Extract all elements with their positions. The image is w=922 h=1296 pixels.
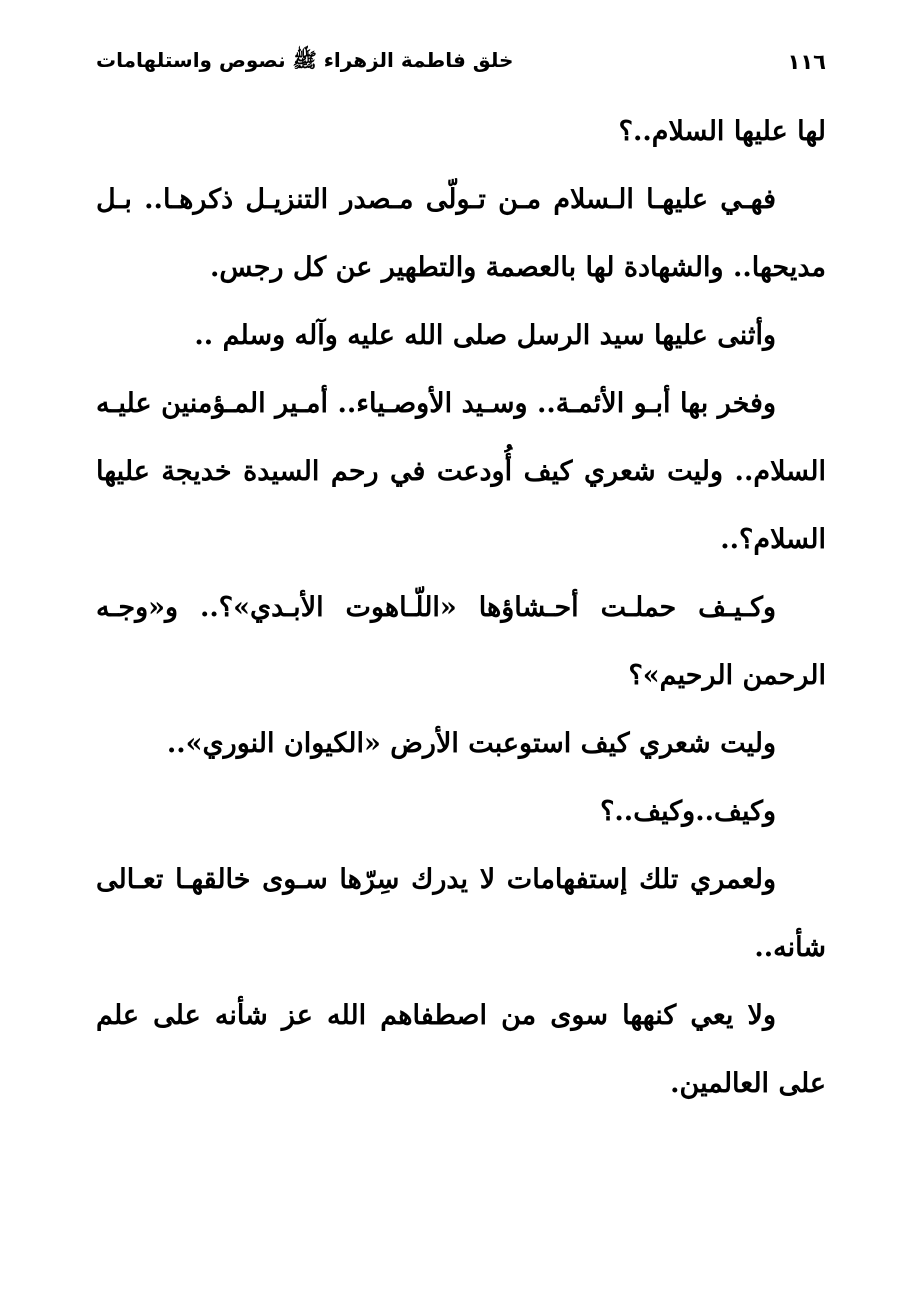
page-number: ١١٦ bbox=[787, 50, 826, 74]
paragraph-praise-quran: فهـي عليهـا الـسلام مـن تـولّى مـصدر التنزيـل ذكرهـا.. بـل مديحها.. والشهادة لها بالعصمة والتطهير عن كل رجس. bbox=[96, 184, 826, 283]
paragraph-earth-contained: وليت شعري كيف استوعبت الأرض «الكيوان النوري».. bbox=[166, 728, 776, 759]
running-header bbox=[96, 42, 826, 82]
paragraph-how-carried: وكـيـف حملـت أحـشاؤها «اللّـاهوت الأبـدي»؟.. و«وجـه الرحمن الرحيم»؟ bbox=[96, 592, 826, 691]
paragraph-how-how: وكيف..وكيف..؟ bbox=[600, 796, 776, 827]
paragraph-imam-pride: وفخر بها أبـو الأئمـة.. وسـيد الأوصـياء.. أمـير المـؤمنين عليـه السلام.. وليت شعري كيف أُودعت في رحم السيدة خديجة عليها السلام؟.. bbox=[96, 388, 826, 555]
paragraph-continuation: لها عليها السلام..؟ bbox=[618, 116, 826, 147]
paragraph-essence: ولا يعي كنهها سوى من اصطفاهم الله عز شأنه على علم على العالمين. bbox=[96, 1000, 826, 1099]
header-number-group bbox=[768, 50, 826, 74]
running-header-title: خلق فاطمة الزهراء ﷺ نصوص واستلهامات bbox=[96, 47, 514, 72]
page-body bbox=[96, 98, 826, 1118]
paragraph-prophet-praise: وأثنى عليها سيد الرسل صلى الله عليه وآله وسلم .. bbox=[194, 320, 776, 351]
paragraph-questions: ولعمري تلك إستفهامات لا يدرك سِرّها سـوى خالقهـا تعـالى شأنه.. bbox=[96, 864, 826, 963]
